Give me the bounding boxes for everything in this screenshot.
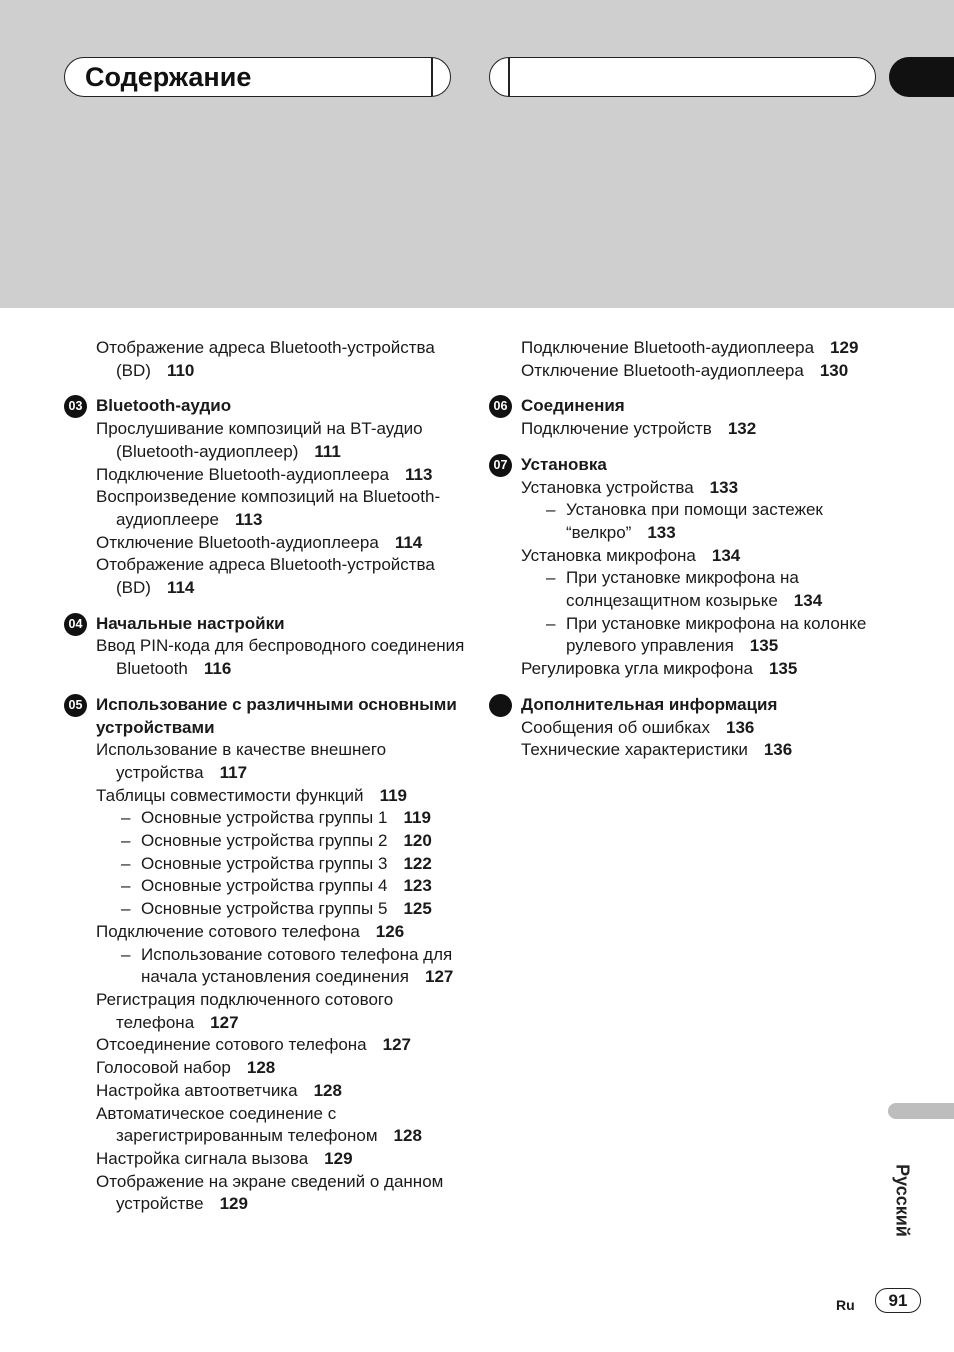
toc-entry	[521, 739, 881, 762]
entry-page: 129	[219, 1194, 248, 1214]
toc-entry	[521, 658, 881, 681]
page-title: Содержание	[85, 62, 252, 92]
entry-text: Отсоединение сотового телефона	[96, 1035, 367, 1055]
entry-text: Настройка сигнала вызова	[96, 1148, 309, 1168]
toc-subentry	[96, 807, 466, 830]
footer-lang: Ru	[836, 1297, 855, 1313]
entry-page: 134	[793, 591, 823, 611]
section-title: Установка	[521, 454, 607, 474]
section-heading	[68, 613, 466, 636]
toc-subentry	[96, 944, 466, 989]
entry-page: 128	[313, 1080, 342, 1100]
header-frame-right	[489, 57, 876, 97]
entry-page: 119	[379, 785, 407, 805]
section-number-badge: 03	[64, 395, 87, 418]
entry-text: Технические характеристики	[521, 740, 748, 760]
chapter-tab	[889, 57, 954, 97]
dash-marker: –	[121, 808, 131, 828]
entry-text: Основные устройства группы 3	[141, 853, 388, 873]
language-tab	[888, 1103, 954, 1119]
entry-page: 136	[726, 717, 755, 737]
entry-page: 127	[382, 1035, 412, 1055]
entry-text: Регистрация подключенного сотового телефона	[96, 989, 394, 1032]
entry-text: При установке микрофона на солнцезащитном козырьке	[566, 568, 799, 611]
dash-marker: –	[546, 500, 556, 520]
toc-entry	[96, 418, 466, 463]
entry-page: 128	[393, 1126, 422, 1146]
entry-page: 133	[647, 522, 676, 542]
section-number-badge: 06	[489, 395, 512, 418]
toc-entry	[96, 635, 466, 680]
toc-entry	[96, 532, 466, 555]
title-frame	[64, 57, 451, 97]
entry-text: Установка при помощи застежек “велкро”	[566, 500, 823, 542]
entry-text: Основные устройства группы 4	[141, 876, 388, 896]
entry-text: Регулировка угла микрофона	[521, 659, 753, 679]
entry-text: Отключение Bluetooth-аудиоплеера	[96, 532, 379, 552]
toc-subentry	[96, 898, 466, 921]
entry-page: 114	[166, 578, 195, 598]
dash-marker: –	[121, 831, 131, 851]
entry-text: Использование в качестве внешнего устройства	[96, 740, 387, 782]
entry-page: 134	[711, 545, 741, 565]
toc-entry	[96, 1080, 466, 1103]
entry-text: Установка устройства	[521, 477, 694, 497]
dash-marker: –	[121, 876, 131, 896]
entry-text: Отключение Bluetooth-аудиоплеера	[521, 360, 804, 380]
entry-page: 120	[403, 831, 432, 851]
toc-entry	[96, 785, 466, 808]
entry-page: 127	[424, 967, 454, 987]
toc-subentry	[521, 499, 881, 544]
toc-column-right	[493, 337, 881, 762]
entry-page: 116	[203, 659, 232, 679]
toc-entry	[96, 1171, 466, 1216]
entry-page: 132	[727, 419, 757, 439]
entry-text: Отображение на экране сведений о данном устройстве	[96, 1171, 444, 1214]
toc-entry	[96, 1034, 466, 1057]
section-heading	[493, 395, 881, 418]
section-title: Соединения	[521, 396, 625, 416]
toc-entry	[521, 418, 881, 441]
entry-page: 117	[219, 762, 248, 782]
entry-text: При установке микрофона на колонке рулевого управления	[566, 613, 867, 656]
section-heading	[493, 454, 881, 477]
entry-text: Основные устройства группы 1	[141, 808, 388, 828]
entry-text: Воспроизведение композиций на Bluetooth-аудиоплеере	[96, 487, 441, 529]
toc-entry	[96, 1103, 466, 1148]
section-title: Bluetooth-аудио	[96, 396, 232, 416]
section-heading	[68, 694, 466, 739]
toc-entry	[521, 545, 881, 568]
toc-subentry	[521, 613, 881, 658]
toc-entry	[521, 717, 881, 740]
dash-marker: –	[121, 899, 131, 919]
toc-subentry	[96, 875, 466, 898]
entry-text: Ввод PIN-кода для беспроводного соединения Bluetooth	[96, 636, 465, 679]
language-label: Русский	[892, 1164, 913, 1237]
toc-entry	[96, 486, 466, 531]
section-title: Начальные настройки	[96, 613, 285, 633]
entry-text: Основные устройства группы 5	[141, 899, 388, 919]
entry-page: 119	[403, 808, 431, 828]
entry-text: Автоматическое соединение с зарегистрированным телефоном	[96, 1103, 378, 1146]
toc-entry	[96, 337, 466, 382]
entry-page: 128	[246, 1058, 276, 1078]
toc-entry	[96, 1148, 466, 1171]
entry-text: Установка микрофона	[521, 545, 696, 565]
toc-entry	[521, 337, 881, 360]
dash-marker: –	[546, 613, 556, 633]
entry-page: 135	[768, 659, 798, 679]
toc-entry	[521, 477, 881, 500]
entry-page: 114	[394, 532, 423, 552]
entry-page: 133	[709, 477, 739, 497]
entry-text: Таблицы совместимости функций	[96, 785, 364, 805]
entry-page: 122	[403, 853, 432, 873]
toc-entry	[96, 989, 466, 1034]
entry-text: Подключение Bluetooth-аудиоплеера	[96, 464, 390, 484]
entry-page: 135	[749, 636, 779, 656]
toc-entry	[96, 739, 466, 784]
entry-text: Подключение Bluetooth-аудиоплеера	[521, 338, 815, 357]
toc-entry	[96, 921, 466, 944]
entry-text: Голосовой набор	[96, 1058, 231, 1078]
section-number-badge: 04	[64, 613, 87, 636]
entry-text: Отображение адреса Bluetooth-устройства (BD)	[96, 555, 435, 598]
entry-text: Настройка автоответчика	[96, 1080, 298, 1100]
dash-marker: –	[546, 568, 556, 588]
section-number-badge: 07	[489, 454, 512, 477]
entry-page: 129	[830, 338, 859, 357]
section-number-badge: 05	[64, 694, 87, 717]
dash-marker: –	[121, 944, 131, 964]
entry-page: 130	[819, 360, 849, 380]
toc-entry	[96, 1057, 466, 1080]
toc-subentry	[521, 567, 881, 612]
page-number: 91	[875, 1288, 921, 1313]
toc-subentry	[96, 853, 466, 876]
section-number-badge	[489, 694, 512, 717]
entry-page: 136	[763, 740, 793, 760]
entry-text: Использование сотового телефона для начала установления соединения	[141, 944, 453, 987]
entry-text: Прослушивание композиций на BT-аудио (Bluetooth-аудиоплеер)	[96, 419, 423, 461]
entry-page: 113	[405, 464, 433, 484]
entry-page: 129	[324, 1148, 353, 1168]
entry-text: Отображение адреса Bluetooth-устройства (BD)	[96, 338, 435, 380]
entry-page: 126	[375, 921, 405, 941]
section-heading	[521, 694, 881, 717]
entry-page: 125	[403, 899, 432, 919]
entry-page: 123	[403, 876, 432, 896]
section-title: Дополнительная информация	[521, 694, 778, 714]
entry-page: 110	[166, 360, 195, 380]
entry-page: 111	[314, 441, 341, 461]
entry-page: 127	[210, 1012, 239, 1032]
header-band	[0, 0, 954, 308]
entry-text: Подключение сотового телефона	[96, 921, 360, 941]
entry-text: Сообщения об ошибках	[521, 717, 710, 737]
toc-subentry	[96, 830, 466, 853]
entry-text: Основные устройства группы 2	[141, 831, 388, 851]
entry-text: Подключение устройств	[521, 419, 712, 439]
entry-page: 113	[235, 509, 263, 529]
section-heading	[68, 395, 466, 418]
toc-entry	[96, 464, 466, 487]
toc-entry	[96, 554, 466, 599]
toc-column-left	[68, 337, 466, 1216]
toc-entry	[521, 360, 881, 383]
dash-marker: –	[121, 853, 131, 873]
section-title: Использование с различными основными устройствами	[96, 694, 457, 737]
